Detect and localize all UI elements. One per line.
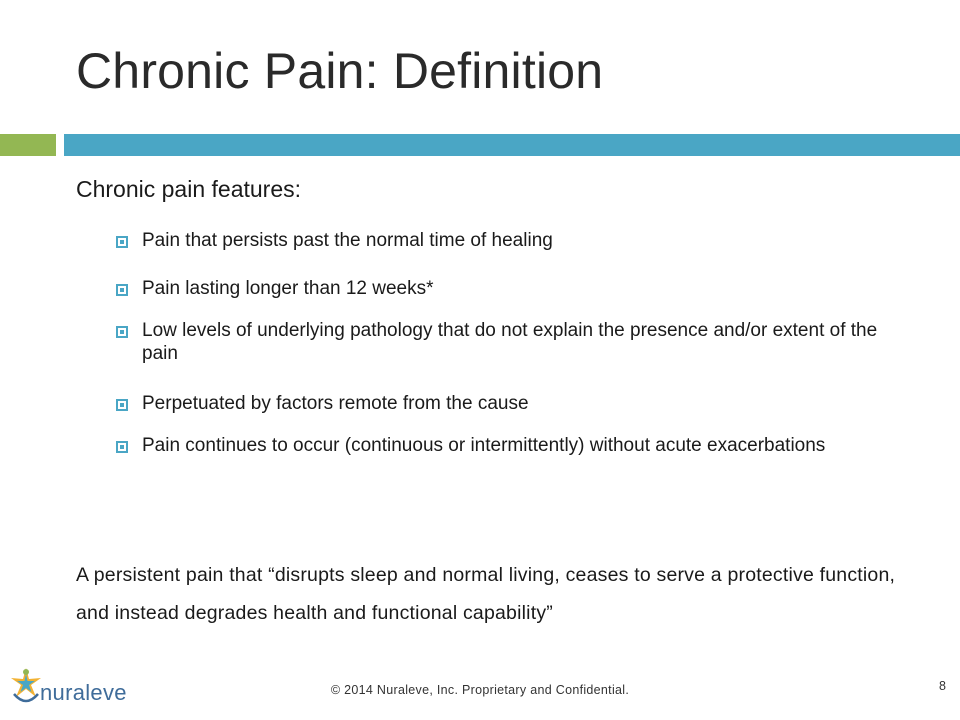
lead-text: Chronic pain features:	[76, 176, 302, 202]
square-bullet-icon	[116, 326, 128, 338]
page-number: 8	[939, 679, 946, 693]
square-bullet-icon	[116, 284, 128, 296]
list-item-text: Pain that persists past the normal time of healing	[142, 230, 553, 251]
square-bullet-icon	[116, 441, 128, 453]
list-item	[116, 319, 916, 365]
list-item	[116, 277, 916, 300]
square-bullet-icon	[116, 399, 128, 411]
list-item-text: Pain lasting longer than 12 weeks*	[142, 278, 434, 299]
title-accent-bar-green	[0, 134, 56, 156]
list-item-text: Pain continues to occur (continuous or intermittently) without acute exacerbations	[142, 435, 826, 456]
footer-copyright: © 2014 Nuraleve, Inc. Proprietary and Confidential.	[330, 683, 630, 697]
logo-wordmark: nuraleve	[40, 680, 127, 705]
slide-title: Chronic Pain: Definition	[76, 43, 604, 99]
list-item-text: Perpetuated by factors remote from the cause	[142, 393, 529, 414]
square-bullet-icon	[116, 236, 128, 248]
definition-quote: A persistent pain that “disrupts sleep and normal living, ceases to serve a protective function, and instead degrades health and functional capability”	[76, 564, 896, 624]
feature-list	[116, 229, 916, 457]
list-item	[116, 229, 916, 252]
list-item	[116, 392, 916, 415]
title-accent-bar-blue	[64, 134, 960, 156]
list-item	[116, 434, 916, 457]
list-item-text: Low levels of underlying pathology that do not explain the presence and/or extent of the pain	[142, 320, 878, 364]
